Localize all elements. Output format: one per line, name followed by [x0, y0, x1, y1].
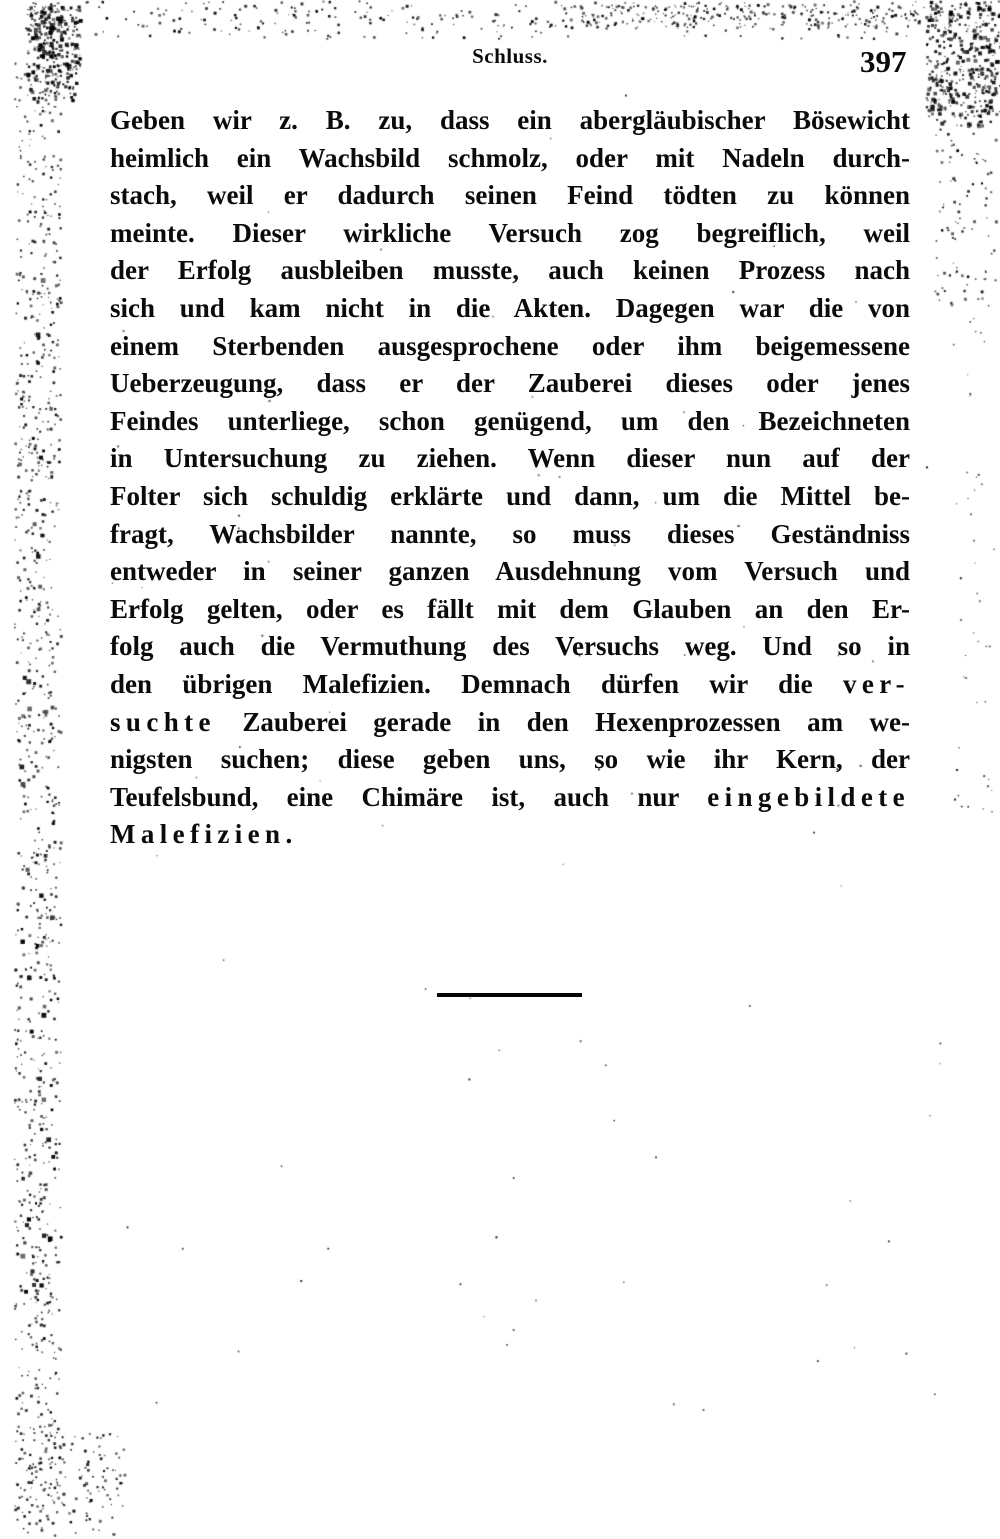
text-segment: Erfolg gelten, oder es fällt mit dem Glauben an den Er- — [110, 593, 910, 624]
text-segment: fragt, Wachsbilder nannte, so muss dieses Geständniss — [110, 518, 910, 549]
text-line — [110, 365, 910, 403]
text-line — [110, 252, 910, 290]
text-segment: heimlich ein Wachsbild schmolz, oder mit Nadeln durch- — [110, 142, 910, 173]
text-line — [110, 140, 910, 178]
text-line — [110, 102, 910, 140]
text-segment: sich und kam nicht in die Akten. Dagegen war die von — [110, 292, 910, 323]
text-segment: der Erfolg ausbleiben musste, auch keinen Prozess nach — [110, 255, 910, 286]
text-line — [110, 328, 910, 366]
running-header: Schluss. — [472, 44, 548, 68]
emphasized-text: ver- — [842, 668, 910, 699]
text-line — [110, 516, 910, 554]
text-line — [110, 403, 910, 441]
text-line — [110, 177, 910, 215]
text-line — [110, 591, 910, 629]
text-segment: Teufelsbund, eine Chimäre ist, auch nur — [110, 781, 708, 812]
text-segment: folg auch die Vermuthung des Versuchs weg. Und so in — [110, 631, 910, 662]
text-line — [110, 440, 910, 478]
page-number: 397 — [860, 44, 907, 79]
text-line — [110, 779, 910, 817]
text-segment: nigsten suchen; diese geben uns, so wie ihr Kern, der — [110, 744, 910, 775]
text-line — [110, 478, 910, 516]
text-segment: Geben wir z. B. zu, dass ein abergläubischer Bösewicht — [110, 105, 910, 135]
text-line — [110, 704, 910, 742]
text-segment: den übrigen Malefizien. Demnach dürfen wir die — [110, 668, 843, 699]
text-segment: Zauberei gerade in den Hexenprozessen am we- — [215, 706, 910, 737]
text-segment: in Untersuchung zu ziehen. Wenn dieser nun auf der — [110, 443, 910, 474]
emphasized-text: Malefizien. — [110, 819, 298, 850]
text-segment: entweder in seiner ganzen Ausdehnung vom Versuch und — [110, 556, 910, 587]
text-segment: Feindes unterliege, schon genügend, um den Bezeichneten — [110, 405, 910, 436]
text-line — [110, 666, 910, 704]
text-line — [110, 816, 910, 854]
text-segment: Folter sich schuldig erklärte und dann, um die Mittel be- — [110, 480, 910, 511]
section-divider-rule — [437, 993, 582, 997]
text-segment: meinte. Dieser wirkliche Versuch zog begreiflich, weil — [110, 217, 910, 248]
text-block — [110, 102, 910, 854]
text-segment: stach, weil er dadurch seinen Feind tödten zu können — [110, 180, 910, 211]
text-segment: einem Sterbenden ausgesprochene oder ihm beigemessene — [110, 330, 910, 361]
text-line — [110, 215, 910, 253]
text-segment: Ueberzeugung, dass er der Zauberei dieses oder jenes — [110, 368, 910, 399]
text-line — [110, 628, 910, 666]
text-line — [110, 553, 910, 591]
emphasized-text: suchte — [110, 706, 216, 737]
text-line — [110, 741, 910, 779]
emphasized-text: eingebildete — [707, 781, 910, 812]
text-line — [110, 290, 910, 328]
